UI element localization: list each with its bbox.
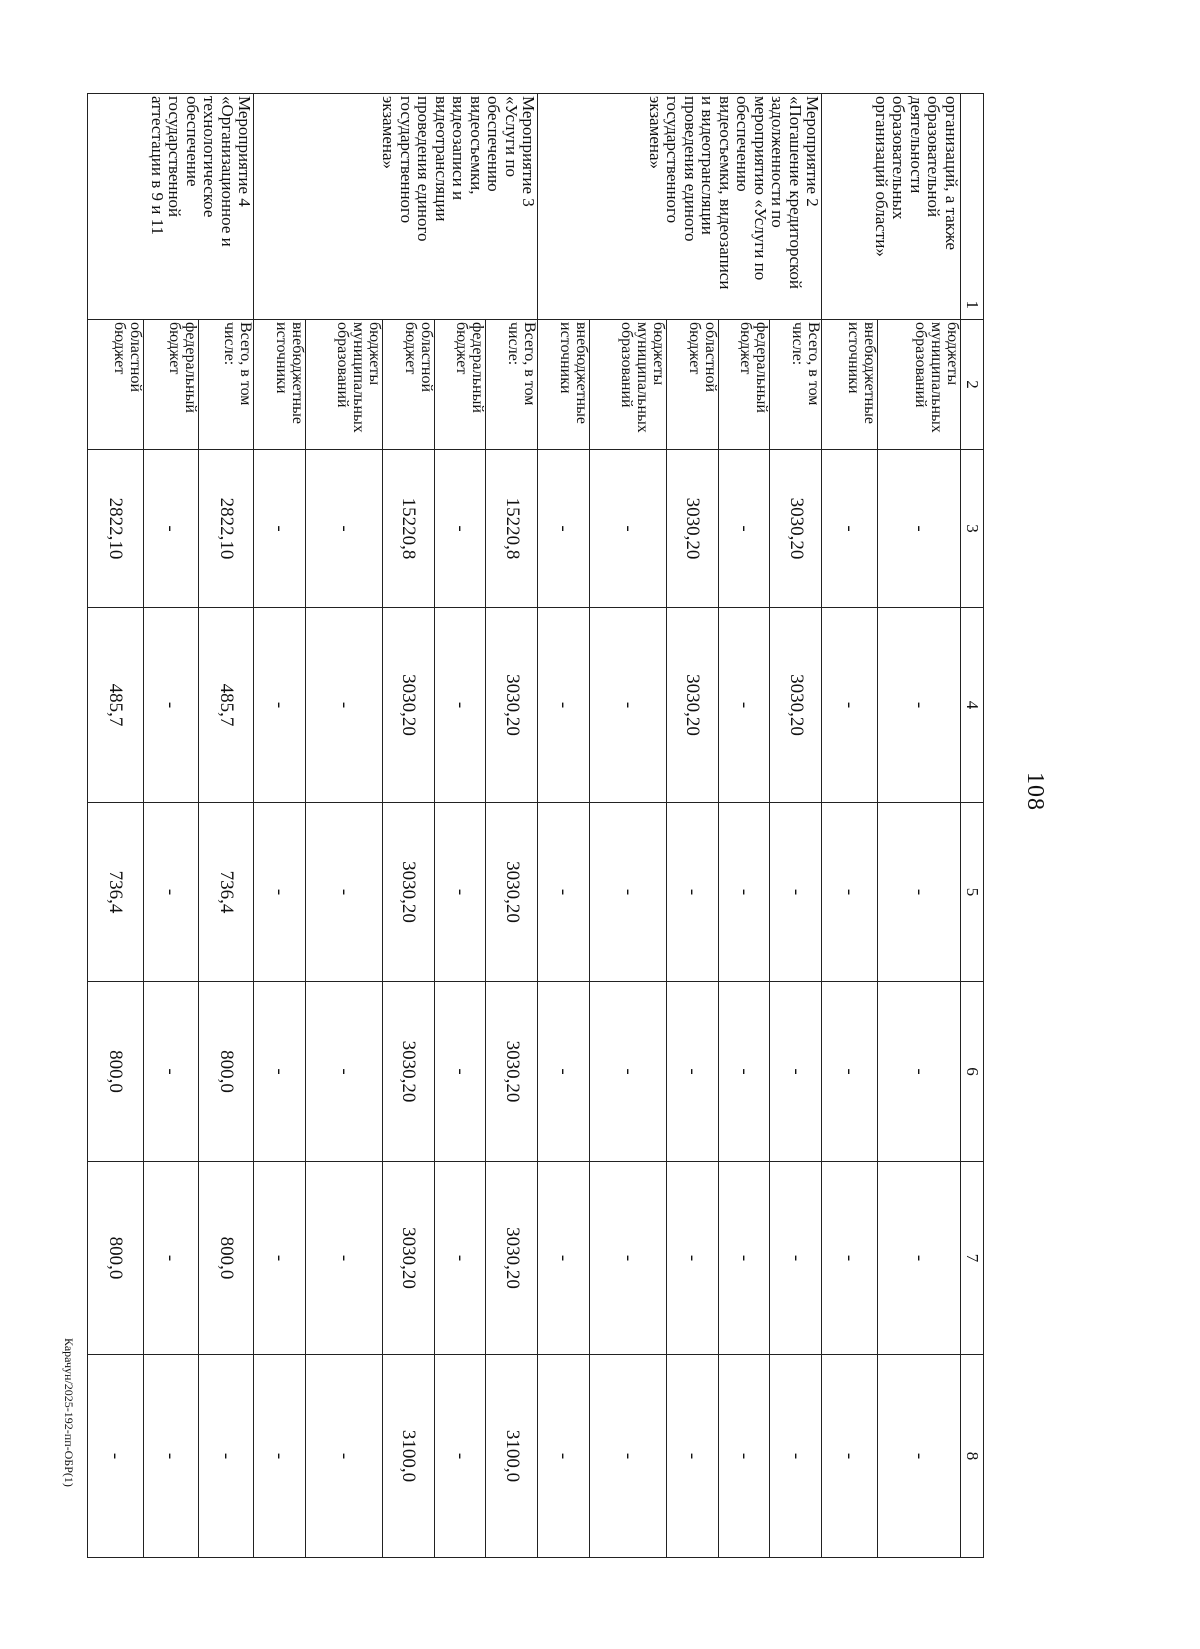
amount-cell: - bbox=[434, 982, 486, 1162]
amount-cell: 3030,20 bbox=[666, 450, 718, 608]
amount-cell: - bbox=[822, 982, 878, 1162]
amount-cell: 3030,20 bbox=[770, 608, 822, 803]
event-name-line: проведения единого bbox=[680, 96, 700, 242]
amount-cell: 3030,20 bbox=[770, 450, 822, 608]
amount-cell: - bbox=[590, 450, 667, 608]
amount-cell: 800,0 bbox=[88, 982, 144, 1162]
amount-cell: - bbox=[434, 1355, 486, 1558]
amount-cell: - bbox=[718, 608, 770, 803]
event-name-line: обеспечению bbox=[733, 96, 753, 192]
table-row bbox=[486, 94, 538, 1558]
event-name-cell bbox=[538, 94, 822, 320]
amount-cell: - bbox=[718, 803, 770, 982]
amount-cell: - bbox=[143, 803, 198, 982]
event-name-line: «Погашение кредиторской bbox=[785, 96, 805, 289]
amount-cell: - bbox=[590, 608, 667, 803]
amount-cell: - bbox=[590, 803, 667, 982]
amount-cell: 3030,20 bbox=[486, 803, 538, 982]
amount-cell: - bbox=[306, 1162, 383, 1355]
funding-source-line: Всего, в том bbox=[237, 322, 255, 406]
amount-cell: - bbox=[718, 982, 770, 1162]
amount-cell: - bbox=[306, 608, 383, 803]
budget-table bbox=[87, 93, 984, 1558]
funding-source-line: образований bbox=[333, 322, 351, 408]
event-name-line: обеспечение bbox=[182, 96, 202, 187]
column-header: 2 bbox=[961, 320, 984, 450]
amount-cell: 3030,20 bbox=[382, 1162, 434, 1355]
event-name-cell bbox=[822, 94, 961, 320]
amount-cell: - bbox=[306, 803, 383, 982]
event-name-line: «Услуги по bbox=[501, 96, 521, 177]
amount-cell: - bbox=[88, 1355, 144, 1558]
amount-cell: - bbox=[434, 608, 486, 803]
amount-cell: 3030,20 bbox=[486, 982, 538, 1162]
page-number: 108 bbox=[1022, 772, 1048, 811]
event-name-line: организаций области» bbox=[872, 96, 891, 257]
amount-cell: 3100,0 bbox=[486, 1355, 538, 1558]
amount-cell: 485,7 bbox=[198, 608, 253, 803]
amount-cell: 800,0 bbox=[198, 1162, 253, 1355]
funding-source-line: источники bbox=[845, 322, 863, 394]
amount-cell: - bbox=[254, 1355, 306, 1558]
funding-source-line: федеральный bbox=[469, 322, 487, 413]
funding-source-cell bbox=[434, 320, 486, 450]
amount-cell: - bbox=[434, 1162, 486, 1355]
amount-cell: 3030,20 bbox=[486, 1162, 538, 1355]
funding-source-line: бюджеты bbox=[944, 322, 961, 386]
funding-source-cell bbox=[590, 320, 667, 450]
event-name-line: и видеотрансляции bbox=[698, 96, 718, 235]
funding-source-cell bbox=[538, 320, 590, 450]
event-name-line: обеспечению bbox=[484, 96, 504, 192]
event-name-line: экзамена» bbox=[379, 96, 399, 170]
amount-cell: - bbox=[538, 982, 590, 1162]
funding-source-line: Всего, в том bbox=[805, 322, 823, 406]
amount-cell: - bbox=[254, 450, 306, 608]
amount-cell: 3030,20 bbox=[382, 982, 434, 1162]
column-header: 1 bbox=[961, 94, 984, 320]
funding-source-line: федеральный bbox=[181, 322, 199, 413]
funding-source-cell bbox=[822, 320, 878, 450]
funding-source-line: источники bbox=[557, 322, 575, 394]
amount-cell: - bbox=[538, 1355, 590, 1558]
amount-cell: - bbox=[306, 1355, 383, 1558]
amount-cell: - bbox=[770, 1162, 822, 1355]
amount-cell: 3030,20 bbox=[666, 608, 718, 803]
table-row bbox=[878, 94, 961, 1558]
amount-cell: - bbox=[718, 1162, 770, 1355]
funding-source-cell bbox=[88, 320, 144, 450]
funding-source-line: муниципальных bbox=[349, 322, 367, 433]
amount-cell: 800,0 bbox=[198, 982, 253, 1162]
event-name-line: государственной bbox=[165, 96, 185, 218]
funding-source-line: областной bbox=[417, 322, 435, 393]
amount-cell: - bbox=[143, 608, 198, 803]
amount-cell: - bbox=[822, 608, 878, 803]
amount-cell: - bbox=[143, 1162, 198, 1355]
funding-source-line: внебюджетные bbox=[861, 322, 879, 424]
amount-cell: - bbox=[306, 982, 383, 1162]
funding-source-line: федеральный bbox=[753, 322, 771, 413]
funding-source-line: образований bbox=[617, 322, 635, 408]
amount-cell: - bbox=[306, 450, 383, 608]
event-name-line: видеотрансляции bbox=[431, 96, 451, 222]
funding-source-line: бюджеты bbox=[365, 322, 383, 386]
amount-cell: 2822,10 bbox=[88, 450, 144, 608]
funding-source-line: числе: bbox=[505, 322, 523, 366]
amount-cell: - bbox=[434, 450, 486, 608]
funding-source-line: бюджет bbox=[165, 322, 183, 375]
amount-cell: 3030,20 bbox=[382, 803, 434, 982]
amount-cell: - bbox=[198, 1355, 253, 1558]
event-name-line: видеосъемки, bbox=[466, 96, 486, 195]
amount-cell: - bbox=[254, 1162, 306, 1355]
event-name-line: государственного bbox=[663, 96, 683, 224]
amount-cell: 3100,0 bbox=[382, 1355, 434, 1558]
amount-cell: 736,4 bbox=[198, 803, 253, 982]
funding-source-line: бюджеты bbox=[649, 322, 667, 386]
amount-cell: - bbox=[718, 450, 770, 608]
event-name-line: образовательных bbox=[889, 96, 909, 220]
amount-cell: 3030,20 bbox=[382, 608, 434, 803]
amount-cell: - bbox=[538, 450, 590, 608]
funding-source-line: внебюджетные bbox=[573, 322, 591, 424]
amount-cell: - bbox=[538, 608, 590, 803]
funding-source-cell bbox=[486, 320, 538, 450]
amount-cell: - bbox=[538, 1162, 590, 1355]
event-name-cell bbox=[88, 94, 254, 320]
funding-source-line: бюджет bbox=[685, 322, 703, 375]
funding-source-line: Всего, в том bbox=[521, 322, 539, 406]
amount-cell: 2822,10 bbox=[198, 450, 253, 608]
funding-source-line: бюджет bbox=[453, 322, 471, 375]
amount-cell: - bbox=[666, 803, 718, 982]
funding-source-line: областной bbox=[126, 322, 144, 393]
amount-cell: - bbox=[254, 803, 306, 982]
amount-cell: - bbox=[590, 1355, 667, 1558]
amount-cell: - bbox=[666, 982, 718, 1162]
amount-cell: - bbox=[143, 1355, 198, 1558]
event-name-line: задолженности по bbox=[768, 96, 788, 228]
event-name-line: образовательной bbox=[924, 96, 944, 218]
amount-cell: 485,7 bbox=[88, 608, 144, 803]
funding-source-line: образований bbox=[912, 322, 929, 408]
amount-cell: - bbox=[434, 803, 486, 982]
event-name-line: деятельности bbox=[907, 96, 926, 194]
amount-cell: - bbox=[590, 982, 667, 1162]
funding-source-line: бюджет bbox=[737, 322, 755, 375]
amount-cell: - bbox=[822, 1355, 878, 1558]
event-name-line: экзамена» bbox=[645, 96, 665, 170]
funding-source-cell bbox=[382, 320, 434, 450]
column-header: 3 bbox=[961, 450, 984, 608]
funding-source-cell bbox=[254, 320, 306, 450]
table-row bbox=[770, 94, 822, 1558]
amount-cell: - bbox=[143, 450, 198, 608]
amount-cell: - bbox=[718, 1355, 770, 1558]
funding-source-cell bbox=[143, 320, 198, 450]
amount-cell: 736,4 bbox=[88, 803, 144, 982]
table-row bbox=[198, 94, 253, 1558]
funding-source-cell bbox=[306, 320, 383, 450]
event-name-line: «Организационное и bbox=[217, 96, 237, 247]
funding-source-line: числе: bbox=[789, 322, 807, 366]
funding-source-cell bbox=[770, 320, 822, 450]
amount-cell: - bbox=[878, 608, 961, 803]
amount-cell: - bbox=[878, 1355, 961, 1558]
amount-cell: - bbox=[878, 1162, 961, 1355]
amount-cell: - bbox=[254, 982, 306, 1162]
funding-source-cell bbox=[666, 320, 718, 450]
amount-cell: - bbox=[770, 803, 822, 982]
amount-cell: - bbox=[822, 1162, 878, 1355]
funding-source-line: числе: bbox=[221, 322, 239, 366]
funding-source-cell bbox=[198, 320, 253, 450]
event-name-line: Мероприятие 2 bbox=[803, 96, 823, 207]
event-name-line: мероприятию «Услуги по bbox=[750, 96, 770, 281]
event-name-line: технологическое bbox=[200, 96, 220, 218]
funding-source-line: внебюджетные bbox=[289, 322, 307, 424]
amount-cell: - bbox=[770, 1355, 822, 1558]
amount-cell: - bbox=[538, 803, 590, 982]
funding-source-cell bbox=[718, 320, 770, 450]
amount-cell: - bbox=[254, 608, 306, 803]
amount-cell: - bbox=[878, 982, 961, 1162]
event-name-line: Мероприятие 3 bbox=[519, 96, 539, 207]
funding-source-line: бюджет bbox=[110, 322, 128, 375]
amount-cell: 15220,8 bbox=[382, 450, 434, 608]
amount-cell: - bbox=[770, 982, 822, 1162]
amount-cell: - bbox=[590, 1162, 667, 1355]
event-name-line: проведения единого bbox=[414, 96, 434, 242]
amount-cell: - bbox=[666, 1162, 718, 1355]
amount-cell: - bbox=[822, 450, 878, 608]
funding-source-cell bbox=[878, 320, 961, 450]
funding-source-line: бюджет bbox=[401, 322, 419, 375]
column-header: 7 bbox=[961, 1162, 984, 1355]
event-name-cell bbox=[254, 94, 538, 320]
event-name-line: аттестации в 9 и 11 bbox=[147, 96, 167, 235]
amount-cell: - bbox=[878, 450, 961, 608]
amount-cell: 800,0 bbox=[88, 1162, 144, 1355]
amount-cell: 3030,20 bbox=[486, 608, 538, 803]
amount-cell: - bbox=[822, 803, 878, 982]
event-name-line: видеосъемки, видеозаписи bbox=[715, 96, 735, 290]
column-header: 5 bbox=[961, 803, 984, 982]
event-name-line: государственного bbox=[396, 96, 416, 224]
column-header: 8 bbox=[961, 1355, 984, 1558]
funding-source-line: источники bbox=[273, 322, 291, 394]
column-header: 4 bbox=[961, 608, 984, 803]
amount-cell: - bbox=[143, 982, 198, 1162]
event-name-line: организаций, а также bbox=[942, 96, 961, 251]
event-name-line: видеозаписи и bbox=[449, 96, 469, 201]
amount-cell: - bbox=[666, 1355, 718, 1558]
funding-source-line: муниципальных bbox=[633, 322, 651, 433]
amount-cell: 15220,8 bbox=[486, 450, 538, 608]
funding-source-line: муниципальных bbox=[928, 322, 945, 433]
document-footer: Карачун/2025-192-пп-ОБР(1) bbox=[62, 1338, 76, 1487]
funding-source-line: областной bbox=[701, 322, 719, 393]
amount-cell: - bbox=[878, 803, 961, 982]
event-name-line: Мероприятие 4 bbox=[235, 96, 255, 207]
column-header: 6 bbox=[961, 982, 984, 1162]
table-header-row bbox=[961, 94, 984, 1558]
